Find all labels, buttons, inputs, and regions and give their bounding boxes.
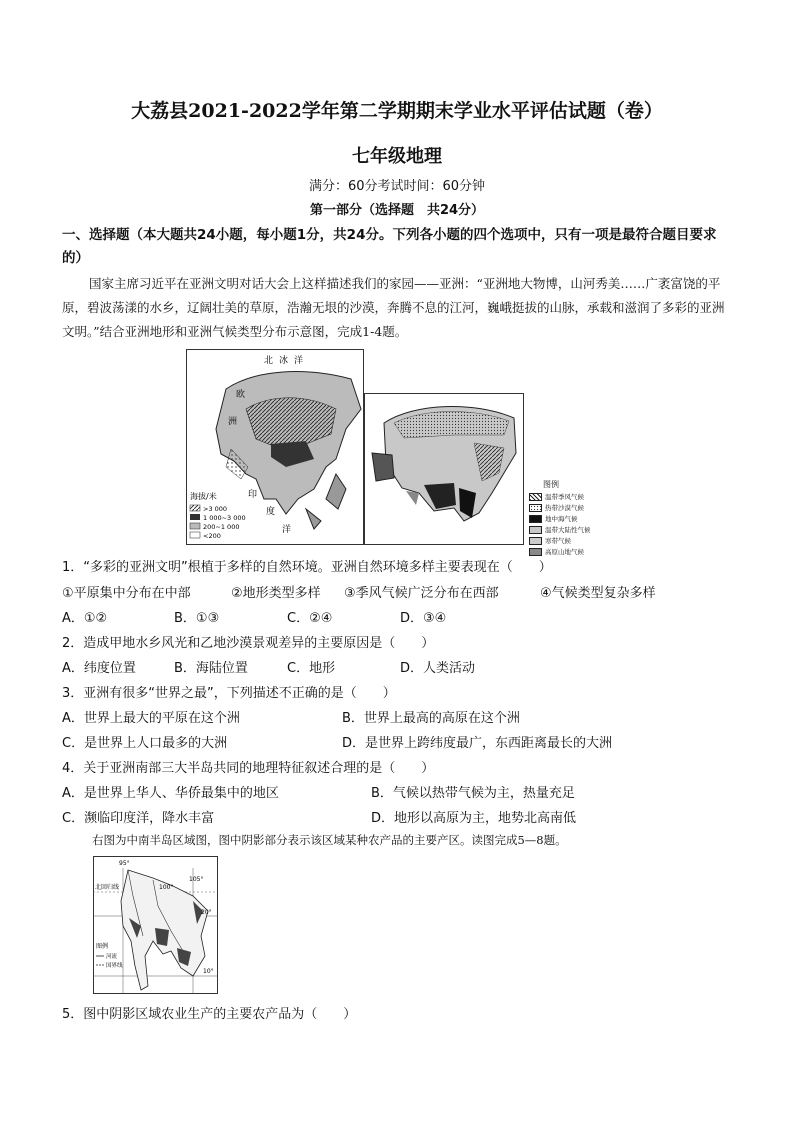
climate-legend-row xyxy=(529,524,609,535)
climate-legend-title: 图例 xyxy=(543,480,559,489)
map1-zhou-label: 洲 xyxy=(228,417,238,427)
swatch xyxy=(529,537,542,545)
swatch xyxy=(529,493,542,501)
map3-label-10: 10° xyxy=(203,968,214,975)
q1-option-d[interactable]: D．③④ xyxy=(400,611,447,626)
q4-option-b[interactable]: B．气候以热带气候为主，热量充足 xyxy=(371,786,575,801)
passage-1: 国家主席习近平在亚洲文明对话大会上这样描述我们的家园——亚洲：“亚洲地大物博，山河秀美……广袤富饶的平原，碧波荡漾的水乡，辽阔壮美的草原，浩瀚无垠的沙漠，奔腾不息的江河，巍峨挺拔的山脉，承载和滋润了多彩的亚洲文明。”结合亚洲地形和亚洲气候类型分布示意图，完成1-4题。 xyxy=(62,276,725,339)
indochina-map xyxy=(93,856,218,994)
q1-option-c[interactable]: C．②④ xyxy=(287,611,333,626)
q2-option-c[interactable]: C．地形 xyxy=(287,661,336,676)
q2-option-b[interactable]: B．海陆位置 xyxy=(174,661,248,676)
climate-legend xyxy=(529,479,609,557)
climate-legend-label: 热带沙漠气候 xyxy=(545,504,584,512)
map1-legend-item: >3 000 xyxy=(203,505,228,513)
climate-legend-row xyxy=(529,491,609,502)
passage-2: 右图为中南半岛区域图，图中阴影部分表示该区域某种农产品的主要产区。读图完成5—8题。 xyxy=(92,833,567,847)
map1-north-ocean: 北冰洋 xyxy=(264,356,310,366)
map1-india-label: 印 xyxy=(248,490,258,500)
q2-option-d[interactable]: D．人类活动 xyxy=(400,661,476,676)
exam-subtitle: 七年级地理 xyxy=(352,146,442,167)
asia-terrain-map xyxy=(186,349,364,545)
q2-option-a[interactable]: A．纬度位置 xyxy=(62,661,136,676)
section-heading: 一、选择题（本大题共24小题，每小题1分，共24分。下列各小题的四个选项中，只有一项是最符合题目要求的） xyxy=(62,227,717,266)
climate-legend-row xyxy=(529,535,609,546)
swatch xyxy=(529,548,542,556)
q3-option-b[interactable]: B．世界上最高的高原在这个洲 xyxy=(342,711,520,726)
q3-option-d[interactable]: D．是世界上跨纬度最广，东西距离最长的大洲 xyxy=(342,736,613,751)
part-title: 第一部分（选择题 共24分） xyxy=(309,203,485,218)
q4-option-c[interactable]: C．濒临印度洋，降水丰富 xyxy=(62,811,215,826)
q1-statement-2: ②地形类型多样 xyxy=(231,586,321,601)
map1-ocean-label: 洋 xyxy=(282,525,292,535)
climate-legend-row xyxy=(529,502,609,513)
q1-statement-1: ①平原集中分布在中部 xyxy=(62,586,191,601)
map1-europe-label: 欧 xyxy=(236,390,246,400)
q4-option-d[interactable]: D．地形以高原为主，地势北高南低 xyxy=(371,811,577,826)
q3-option-a[interactable]: A．世界上最大的平原在这个洲 xyxy=(62,711,240,726)
climate-legend-row xyxy=(529,513,609,524)
climate-legend-label: 高原山地气候 xyxy=(545,548,584,556)
map1-legend-title: 海拔/米 xyxy=(190,492,217,501)
question-2-stem: 2．造成甲地水乡风光和乙地沙漠景观差异的主要原因是（ ） xyxy=(62,636,435,651)
q4-option-a[interactable]: A．是世界上华人、华侨最集中的地区 xyxy=(62,786,279,801)
map3-legend-river: 河流 xyxy=(106,954,118,960)
question-5-stem: 5．图中阴影区域农业生产的主要农产品为（ ） xyxy=(62,1007,357,1022)
climate-legend-label: 温带大陆性气候 xyxy=(545,526,591,534)
question-1-stem: 1．“多彩的亚洲文明”根植于多样的自然环境。亚洲自然环境多样主要表现在（ ） xyxy=(62,560,552,575)
q3-option-c[interactable]: C．是世界上人口最多的大洲 xyxy=(62,736,228,751)
asia-climate-map xyxy=(364,393,524,545)
map3-label-20: 20° xyxy=(201,909,212,916)
q1-statement-4: ④气候类型复杂多样 xyxy=(540,586,656,601)
q1-option-b[interactable]: B．①③ xyxy=(174,611,220,626)
map1-legend-item: 1 000~3 000 xyxy=(203,514,246,522)
q1-statement-3: ③季风气候广泛分布在西部 xyxy=(344,586,499,601)
map3-legend-border: 国界线 xyxy=(106,963,123,969)
map3-label-100: 100° xyxy=(159,884,174,891)
swatch xyxy=(529,526,542,534)
swatch xyxy=(529,515,542,523)
climate-legend-label: 温带季风气候 xyxy=(545,493,584,501)
map3-label-105: 105° xyxy=(189,876,204,883)
q1-option-a[interactable]: A．①② xyxy=(62,611,108,626)
climate-legend-label: 寒带气候 xyxy=(545,537,571,545)
swatch xyxy=(529,504,542,512)
question-3-stem: 3．亚洲有很多“世界之最”，下列描述不正确的是（ ） xyxy=(62,686,396,701)
exam-title: 大荔县2021-2022学年第二学期期末学业水平评估试题（卷） xyxy=(131,100,663,122)
map3-legend-title: 图例 xyxy=(96,943,109,950)
climate-legend-label: 地中海气候 xyxy=(545,515,578,523)
map1-du-label: 度 xyxy=(266,507,276,517)
map3-label-tropic: 北回归线 xyxy=(95,884,120,891)
map3-label-95: 95° xyxy=(119,860,130,867)
question-4-stem: 4．关于亚洲南部三大半岛共同的地理特征叙述合理的是（ ） xyxy=(62,761,435,776)
map1-legend-item: 200~1 000 xyxy=(203,523,240,531)
score-time-line: 满分：60分考试时间：60分钟 xyxy=(308,179,486,194)
map1-legend-item: <200 xyxy=(203,532,221,540)
